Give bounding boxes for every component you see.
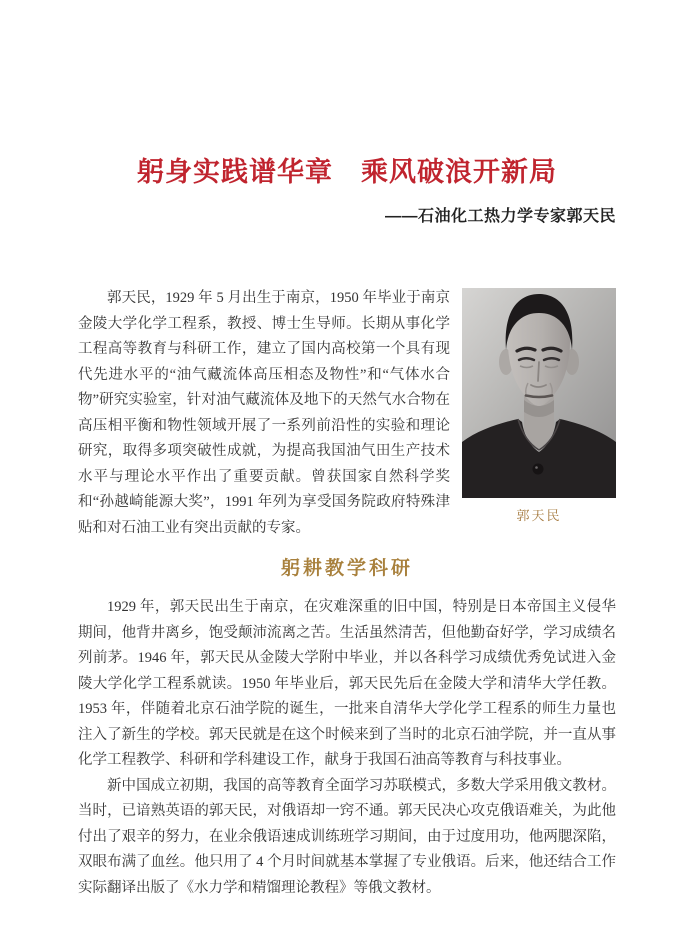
intro-section [78, 286, 616, 541]
portrait-figure [462, 288, 616, 524]
portrait-photo [462, 288, 616, 498]
section-heading: 躬耕教学科研 [280, 558, 413, 579]
article-title: 躬身实践谱华章 乘风破浪开新局 [137, 157, 557, 187]
photo-caption: 郭天民 [516, 508, 562, 523]
body-paragraph-2: 新中国成立初期，我国的高等教育全面学习苏联模式，多数大学采用俄文教材。当时，已谙熟英语的郭天民，对俄语却一窍不通。郭天民决心攻克俄语难关，为此他付出了艰辛的努力，在业余俄语速成训练班学习期间，由于过度用功，他两腮深陷，双眼布满了血丝。他只用了 4 个月时间就基本掌握了专业俄语。后来，他还结合工作实际翻译出版了《水力学和精馏理论教程》等俄文教材。 [78, 777, 616, 896]
body-paragraph-1: 1929 年，郭天民出生于南京，在灾难深重的旧中国，特别是日本帝国主义侵华期间，他背井离乡，饱受颠沛流离之苦。生活虽然清苦，但他勤奋好学，学习成绩名列前茅。1946 年，郭天民从金陵大学附中毕业，并以各科学习成绩优秀免试进入金陵大学化学工程系就读。1950 年毕业后，郭天民先后在金陵大学和清华大学任教。1953 年，伴随着北京石油学院的诞生，一批来自清华大学化学工程系的师生力量也注入了新生的学校。郭天民就是在这个时候来到了当时的北京石油学院，并一直从事化学工程教学、科研和学科建设工作，献身于我国石油高等教育与科技事业。 [78, 599, 616, 768]
intro-paragraph: 郭天民，1929 年 5 月出生于南京，1950 年毕业于南京金陵大学化学工程系，教授、博士生导师。长期从事化学工程高等教育与科研工作，建立了国内高校第一个具有现代先进水平的“油气藏流体高压相态及物性”和“气体水合物”研究实验室，针对油气藏流体及地下的天然气水合物在高压相平衡和物性领域开展了一系列前沿性的实验和理论研究，取得多项突破性成就，为提高我国油气田生产技术水平与理论水平作出了重要贡献。曾获国家自然科学奖和“孙越崎能源大奖”，1991 年列为享受国务院政府特殊津贴和对石油工业有突出贡献的专家。 [78, 290, 450, 536]
article-subtitle: ——石油化工热力学专家郭天民 [384, 208, 616, 225]
